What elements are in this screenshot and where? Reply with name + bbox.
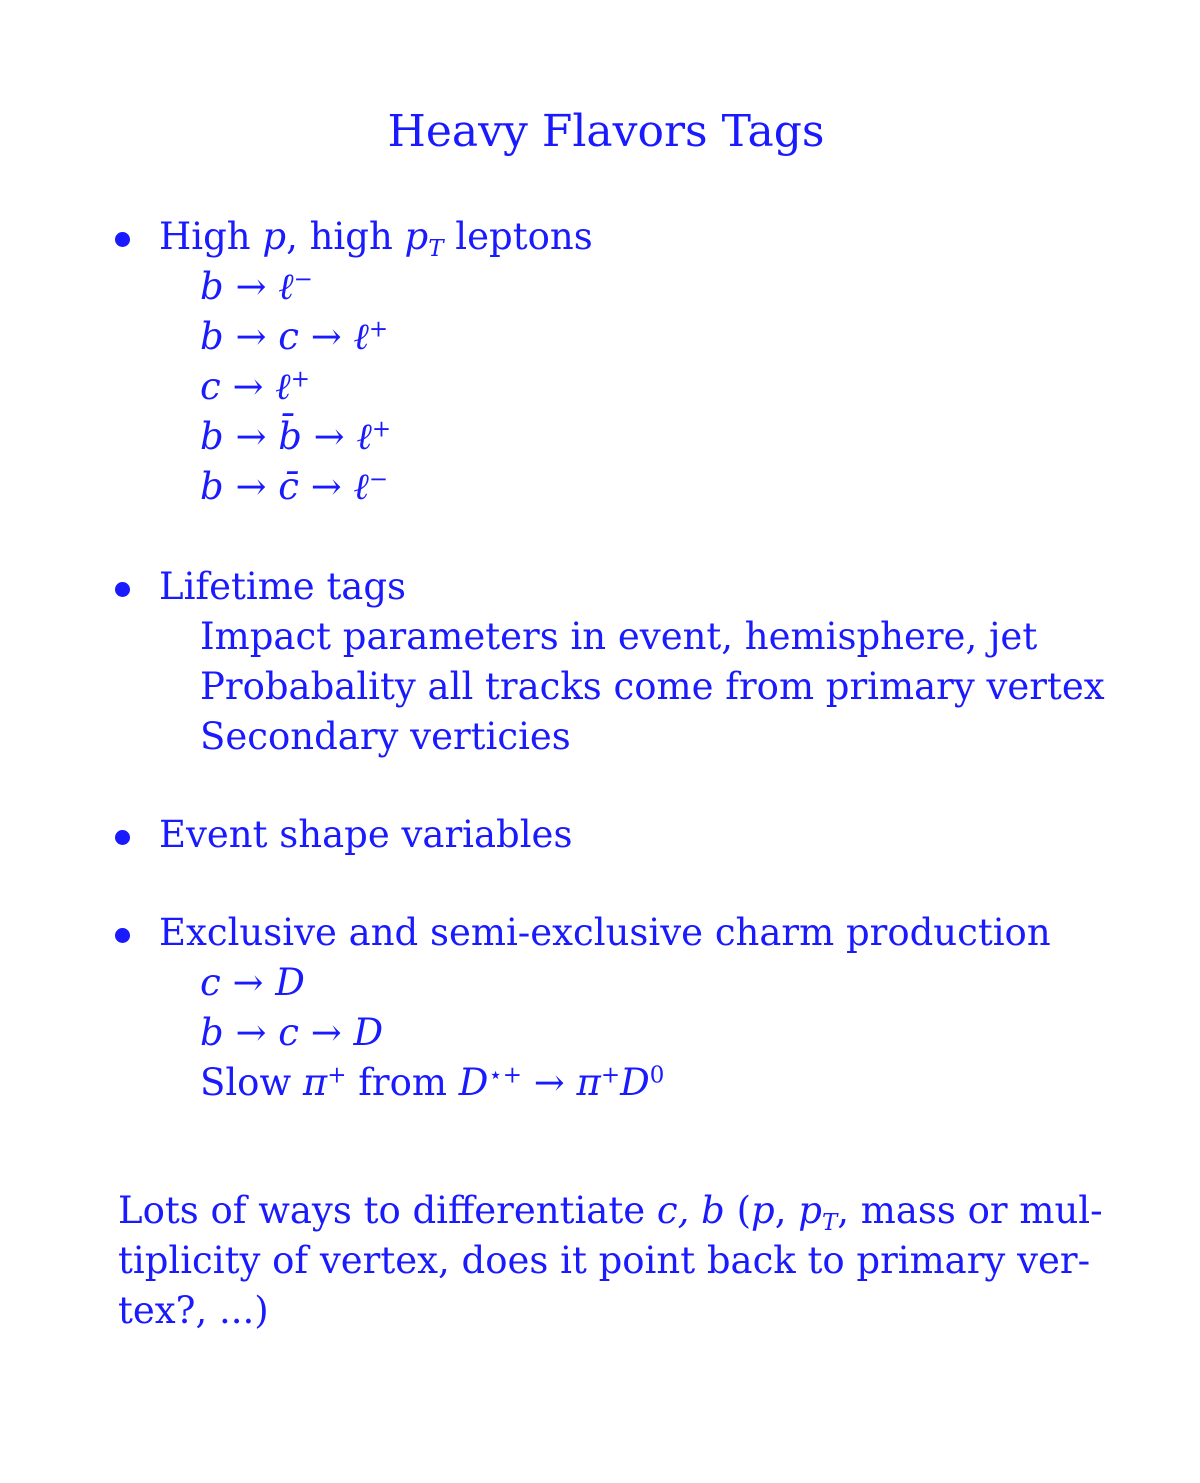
math-symbol: c xyxy=(278,315,299,358)
charge: − xyxy=(293,266,313,293)
page-title: Heavy Flavors Tags xyxy=(387,106,825,157)
heading-text: , high xyxy=(286,215,405,258)
arrow: → xyxy=(223,315,279,358)
math-symbol: D xyxy=(620,1061,650,1104)
subscript: T xyxy=(821,1209,838,1236)
math-symbol: D xyxy=(353,1011,384,1054)
section-heading-lifetime xyxy=(112,562,1172,612)
math-symbol: ℓ xyxy=(278,265,294,308)
charge: − xyxy=(368,466,389,493)
section-event-shape xyxy=(112,810,1172,860)
arrow: → xyxy=(298,1011,354,1054)
list-item: Impact parameters in event, hemisphere, jet xyxy=(200,615,1038,658)
text: Lots of ways to differentiate xyxy=(118,1189,657,1232)
arrow: → xyxy=(298,315,354,358)
charge: ⋆+ xyxy=(488,1062,522,1089)
section-lifetime xyxy=(112,562,1172,762)
text: Slow xyxy=(200,1061,303,1104)
summary-paragraph xyxy=(118,1186,1103,1336)
math-symbol: b̄ xyxy=(278,415,302,458)
slow-pion-item xyxy=(112,1058,1172,1108)
section-heading-event-shape xyxy=(112,810,1172,860)
arrow: → xyxy=(223,265,279,308)
list-item: Probabality all tracks come from primary vertex xyxy=(200,665,1105,708)
section-heading-charm xyxy=(112,908,1172,958)
heading-text: Event shape variables xyxy=(159,813,573,856)
decay-item xyxy=(112,412,1172,462)
math-symbol: ℓ xyxy=(275,365,291,408)
math-symbol: c xyxy=(278,1011,299,1054)
math-symbol: ℓ xyxy=(353,315,369,358)
decay-item xyxy=(112,462,1172,512)
arrow: → xyxy=(301,415,357,458)
arrow: → xyxy=(220,961,276,1004)
text: , mass or mul- xyxy=(837,1189,1103,1232)
heading-text: High xyxy=(159,215,263,258)
section-leptons xyxy=(112,212,1172,512)
charge: + xyxy=(290,366,310,393)
math-symbol: b xyxy=(200,415,224,458)
summary-line xyxy=(118,1186,1103,1236)
math-symbol: p xyxy=(798,1189,822,1232)
arrow: → xyxy=(521,1061,577,1104)
list-item: Secondary verticies xyxy=(200,715,571,758)
decay-item xyxy=(112,312,1172,362)
math-symbol: c̄ xyxy=(278,465,299,508)
charge: + xyxy=(600,1062,621,1089)
charge: + xyxy=(371,416,392,443)
math-symbol: b xyxy=(200,265,224,308)
summary-line: tex?, ...) xyxy=(118,1289,269,1332)
heading-math: p xyxy=(262,215,287,258)
decay-item xyxy=(112,1008,1172,1058)
section-heading-leptons xyxy=(112,212,1172,262)
math-symbol: b xyxy=(200,465,224,508)
heading-text: Exclusive and semi-exclusive charm production xyxy=(159,911,1051,954)
math-symbol: π xyxy=(302,1061,328,1104)
section-charm xyxy=(112,908,1172,1108)
arrow: → xyxy=(223,415,279,458)
charge: 0 xyxy=(649,1062,665,1089)
math-symbol: D xyxy=(458,1061,489,1104)
math-symbol: c xyxy=(200,365,221,408)
heading-subscript: T xyxy=(428,235,444,262)
math-symbol: D xyxy=(275,961,305,1004)
math-symbol: ℓ xyxy=(356,415,372,458)
math-symbol: ℓ xyxy=(353,465,369,508)
text: from xyxy=(346,1061,459,1104)
bullet-icon xyxy=(115,928,130,943)
bullet-icon xyxy=(115,232,130,247)
bullet-icon xyxy=(115,830,130,845)
arrow: → xyxy=(223,465,279,508)
math-symbol: b xyxy=(200,1011,224,1054)
heading-text: leptons xyxy=(443,215,593,258)
heading-math: p xyxy=(404,215,429,258)
charge: + xyxy=(368,316,389,343)
decay-item xyxy=(112,362,1172,412)
decay-item xyxy=(112,958,1172,1008)
heading-text: Lifetime tags xyxy=(159,565,407,608)
bullet-icon xyxy=(115,582,130,597)
math-symbol: b xyxy=(200,315,224,358)
text: , xyxy=(774,1189,799,1232)
arrow: → xyxy=(220,365,276,408)
math-symbol: π xyxy=(576,1061,601,1104)
math-symbol: p xyxy=(751,1189,775,1232)
math-symbol: c, b xyxy=(656,1189,725,1232)
charge: + xyxy=(327,1062,347,1089)
decay-item xyxy=(112,262,1172,312)
arrow: → xyxy=(223,1011,279,1054)
math-symbol: c xyxy=(200,961,221,1004)
arrow: → xyxy=(298,465,354,508)
text: ( xyxy=(724,1189,752,1232)
summary-line: tiplicity of vertex, does it point back to primary ver- xyxy=(118,1239,1091,1282)
